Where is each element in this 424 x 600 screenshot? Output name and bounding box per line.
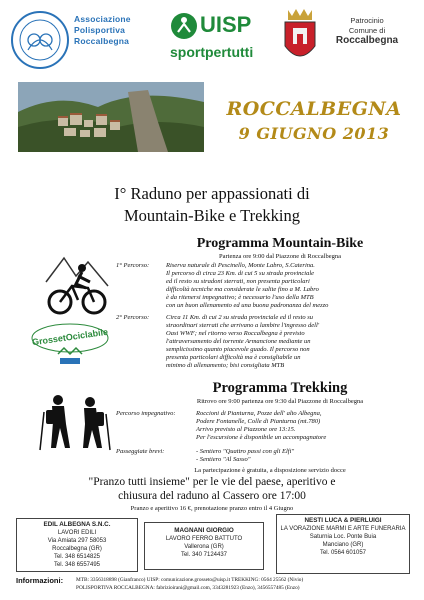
- trekking-title: Programma Trekking: [212, 380, 348, 396]
- sponsor-name: EDIL ALBEGNA S.N.C.: [43, 521, 111, 528]
- town-photo: [18, 82, 204, 152]
- headline-line2: Mountain-Bike e Trekking: [124, 206, 300, 225]
- route2-label: 2° Percorso:: [116, 314, 150, 321]
- association-emblem-icon: [10, 10, 70, 70]
- route1-line: ed il resto su stradoni sterrati, non presenta particolari: [166, 278, 310, 285]
- association-name-line2: Polisportiva: [74, 25, 126, 35]
- sponsor-name: NESTI LUCA & PIERLUIGI: [304, 517, 382, 524]
- patrocinio-comune: Comune di: [348, 26, 386, 35]
- sponsor-line: Manciano (GR): [322, 542, 364, 548]
- route2-description: [166, 314, 416, 370]
- grossetociclabile-badge: [30, 318, 110, 368]
- trekking-route-line: Per l'escursione è disponibile un accompagnatore: [196, 434, 327, 441]
- sponsor-line: Tel. 340 7124437: [180, 552, 228, 558]
- grossetociclabile-text: GrossetOciclabile: [31, 326, 109, 348]
- sponsor-magnani-giorgio: [144, 522, 264, 570]
- route2-line: Circa 11 Km. di cui 2 su strada provinciale ed il resto su: [166, 314, 314, 321]
- walk-item: - Sentiero "Al Sasso": [196, 456, 251, 463]
- route1-line: con un buon allenamento ed una buona padronanza del mezzo: [166, 302, 329, 309]
- route1-line: è da ritenersi impegnativo; è necessario l'uso della MTB: [166, 294, 314, 301]
- lunch-price-note: Pranzo e aperitivo 16 €, prenotazione pranzo entro il 4 Giugno: [130, 505, 294, 512]
- mtb-rider-icon: [42, 252, 112, 318]
- route2-line: straordinari sterrati che arrivano a lambire l'ingresso dell': [166, 322, 320, 329]
- sponsor-line: Tel. 348 6514825: [53, 554, 101, 560]
- uisp-logo: [168, 10, 268, 68]
- comune-crest: [282, 6, 318, 68]
- crest-icon: [282, 6, 318, 68]
- association-name-line3: Roccalbegna: [74, 36, 130, 46]
- hikers-icon: [34, 392, 114, 452]
- footer-line1: MTB: 3356318898 (Gianfranco) UISP: comunicazione.grosseto@uisp.it TREKKING: 0564 25562 (Nivio): [76, 577, 304, 583]
- association-name-line1: Associazione: [74, 14, 131, 24]
- patrocinio-label: Patrocinio: [350, 16, 384, 25]
- sponsor-line: Via Amiata 297 58053: [47, 538, 107, 544]
- route2-line: presenta particolari difficoltà ma è consigliabile un: [166, 354, 301, 361]
- walks-list: [196, 448, 416, 464]
- route2-line: semplicissimo quanto piacevole guado. Il percorso non: [166, 346, 310, 353]
- trekking-route-description: [196, 410, 416, 442]
- route1-label: 1° Percorso:: [116, 262, 150, 269]
- patrocinio-town: Roccalbegna: [335, 35, 399, 46]
- free-participation-note: La partecipazione è gratuita, a disposizione servizio docce: [194, 467, 346, 474]
- mtb-departure: Partenza ore 9:00 dal Piazzone di Roccalbegna: [218, 253, 341, 260]
- uisp-figure-icon: [170, 12, 198, 40]
- sponsor-name: MAGNANI GIORGIO: [174, 527, 234, 534]
- lunch-line1: "Pranzo tutti insieme" per le vie del paese, aperitivo e: [88, 476, 336, 488]
- trekking-route-label: Percorso impegnativo:: [116, 410, 176, 417]
- footer-info-label: Informazioni:: [16, 576, 64, 585]
- mtb-title: Programma Mountain-Bike: [196, 236, 364, 251]
- footer-line2: POLISPORTIVA ROCCALBEGNA: fabrizioirani@gmail.com, 3343281923 (Enzo), 3456557485 (Enzo): [76, 585, 300, 591]
- event-date: 9 GIUGNO 2013: [238, 124, 390, 143]
- route2-line: Oasi WWF; nel ritorno verso Roccalbegna è previsto: [166, 330, 305, 337]
- sponsor-activity: LAVORO FERRO BATTUTO: [165, 536, 243, 542]
- town-title: ROCCALBEGNA: [226, 98, 402, 120]
- sponsor-line: Saturnia Loc. Ponte Buia: [309, 534, 377, 540]
- trekking-departure: Ritrovo ore 9:00 partenza ore 9:30 dal Piazzone di Roccalbegna: [196, 398, 364, 405]
- route2-line: minimo di allenamento; bisi consigliata MTB: [166, 362, 285, 369]
- route1-description: [166, 262, 416, 310]
- uisp-tagline: sportpertutti: [170, 44, 254, 60]
- headline-line1: I° Raduno per appassionati di: [114, 184, 310, 203]
- sponsor-line: Roccalbegna (GR): [52, 546, 102, 552]
- sponsor-nesti: [276, 514, 410, 574]
- sponsor-line: Vallerona (GR): [184, 544, 224, 550]
- sponsor-activity: LA VORAZIONE MARMI E ARTE FUNERARIA: [280, 526, 406, 532]
- sponsor-activity: LAVORI EDILI: [57, 530, 97, 536]
- walks-label: Passeggiate brevi:: [116, 448, 165, 455]
- association-logo: [10, 10, 70, 70]
- trekking-route-line: Arrivo previsto al Piazzone ore 13:15.: [196, 426, 296, 433]
- walk-item: - Sentiero "Quattro passi con gli Elfi": [196, 448, 295, 455]
- uisp-logo-text: UISP: [200, 12, 252, 37]
- route1-line: Riserva naturale di Pescinello, Monte Labro, S.Caterina.: [166, 262, 315, 269]
- lunch-line2: chiusura del raduno al Cassero ore 17:00: [118, 490, 306, 502]
- trekking-route-line: Podere Fontanelle, Colle di Pianturna (mt.780): [196, 418, 321, 425]
- route1-line: difficoltà tecniche ma considerate le salite fino a M. Labro: [166, 286, 319, 293]
- sponsor-line: Tel. 0564 601057: [319, 550, 367, 556]
- trekking-route-line: Roccioni di Pianturna, Pozze dell' alto Albegna,: [196, 410, 322, 417]
- route1-line: Il percorso di circa 23 Km. di cui 5 su strada provinciale: [166, 270, 315, 277]
- sponsor-line: Tel. 348 6557495: [53, 562, 101, 568]
- route2-line: l'attraversamento del torrente Armancione mediante un: [166, 338, 311, 345]
- sponsor-edil-albegna: [16, 518, 138, 572]
